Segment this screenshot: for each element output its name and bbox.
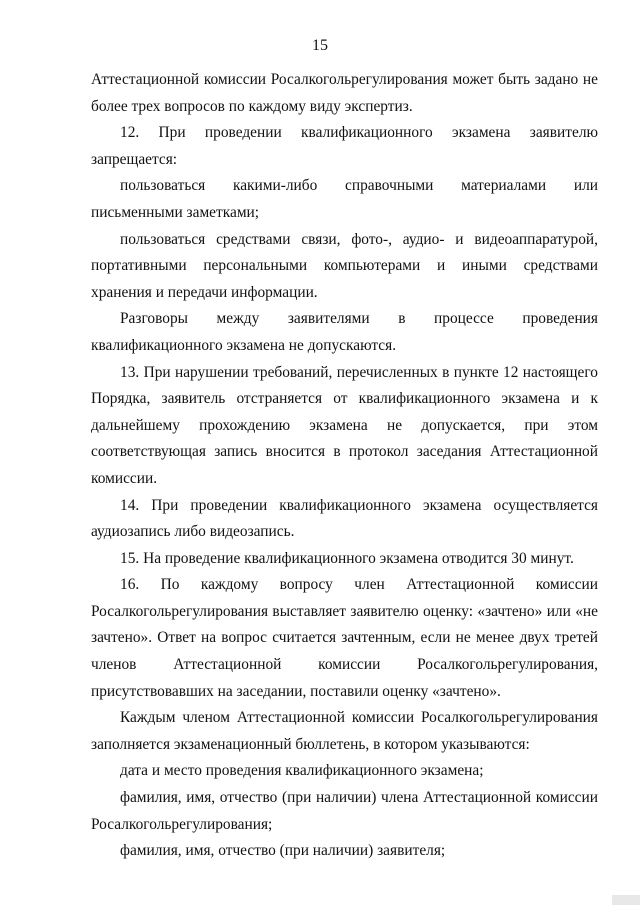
- paragraph-ballot: Каждым членом Аттестационной комиссии Росалкогольрегулирования заполняется экзаменационный бюллетень, в котором указываются:: [91, 709, 598, 753]
- paragraph-item-16: 16. По каждому вопросу член Аттестационной комиссии Росалкогольрегулирования выставляет заявителю оценку: «зачтено» или «не зачтено». Ответ на вопрос считается зачтенным, если не менее двух третей членов Аттестационной комиссии Росалкогольрегулирования, присутствовавших на заседании, поставили оценку «зачтено».: [91, 576, 598, 700]
- scan-edge-mark: [612, 895, 640, 905]
- paragraph-item-15: 15. На проведение квалификационного экзамена отводится 30 минут.: [120, 549, 574, 567]
- paragraph-ballot-applicant: фамилия, имя, отчество (при наличии) заявителя;: [120, 842, 446, 860]
- paragraph-prohibition-materials: пользоваться какими-либо справочными материалами или письменными заметками;: [91, 177, 598, 221]
- paragraph-continuation: Аттестационной комиссии Росалкогольрегулирования может быть задано не более трех вопросов по каждому виду экспертиз.: [91, 71, 598, 115]
- paragraph-prohibition-devices: пользоваться средствами связи, фото-, аудио- и видеоаппаратурой, портативными персональными компьютерами и иными средствами хранения и передачи информации.: [91, 230, 598, 301]
- document-body: [91, 67, 598, 865]
- page-number: 15: [312, 37, 328, 54]
- paragraph-item-14: 14. При проведении квалификационного экзамена осуществляется аудиозапись либо видеозапись.: [91, 496, 598, 541]
- paragraph-item-12: 12. При проведении квалификационного экзамена заявителю запрещается:: [91, 124, 598, 168]
- paragraph-conversations: Разговоры между заявителями в процессе проведения квалификационного экзамена не допускаются.: [91, 310, 598, 354]
- paragraph-item-13: 13. При нарушении требований, перечисленных в пункте 12 настоящего Порядка, заявитель отстраняется от квалификационного экзамена и к дальнейшему прохождению экзамена не допускается, при этом соответствующая запись вносится в протокол заседания Аттестационной комиссии.: [91, 363, 598, 487]
- paragraph-ballot-member: фамилия, имя, отчество (при наличии) члена Аттестационной комиссии Росалкогольрегулирования;: [91, 789, 598, 833]
- paragraph-ballot-date: дата и место проведения квалификационного экзамена;: [120, 762, 484, 780]
